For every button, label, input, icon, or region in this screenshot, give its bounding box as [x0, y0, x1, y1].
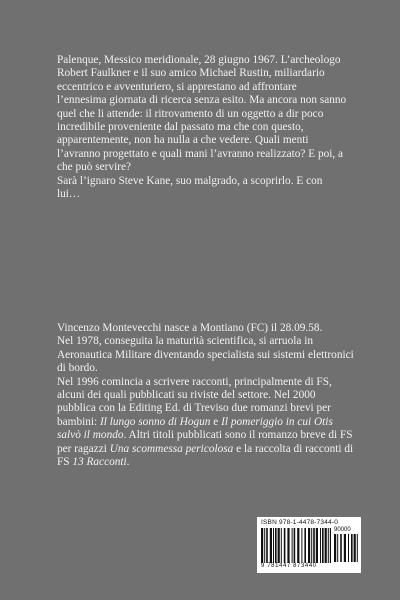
bio-text: e la raccolta di racconti di FS [57, 442, 354, 469]
author-bio-works [57, 376, 357, 470]
isbn-label: ISBN 978-1-4478-7344-0 [261, 519, 339, 526]
barcode-stripe [328, 528, 329, 563]
barcode-stripe [278, 528, 280, 563]
barcode-stripe [322, 528, 324, 563]
book-title: Il lungo sonno di Hogun [100, 415, 211, 428]
barcode-stripe [292, 528, 293, 563]
barcode-stripe [311, 528, 312, 563]
barcode-stripe [273, 528, 274, 563]
barcode-stripe [348, 534, 349, 562]
barcode-stripe [330, 528, 331, 563]
barcode-stripe [261, 528, 263, 563]
bio-text: e [210, 415, 222, 428]
barcode-stripe [284, 528, 286, 563]
barcode-stripe [287, 528, 289, 563]
barcode-stripe [313, 528, 315, 563]
barcode-stripe [316, 528, 318, 563]
author-bio-block [57, 322, 357, 469]
barcode-stripe [344, 534, 346, 562]
barcode-stripe [275, 528, 277, 563]
bio-text: Nel 1996 comincia a scrivere racconti, principalmente di FS, alcuni dei quali pubblicati su riviste del settore. Nel 2000 pubblica con la Editing Ed. di Treviso due romanzi brevi per bambini: [57, 375, 332, 428]
barcode-stripe [340, 534, 342, 562]
addon-price-digits: 90000 [334, 527, 351, 533]
barcode-stripe [320, 528, 321, 563]
ean-digits: 9 781447 873440 [261, 563, 317, 569]
book-title: 13 Racconti [72, 456, 127, 469]
barcode-stripe [270, 528, 272, 563]
barcode-stripe [354, 534, 356, 562]
book-title: Il pomeriggio in cui Otis salvò il mondo [57, 415, 333, 442]
barcode-stripe [281, 528, 282, 563]
synopsis-paragraph: Palenque, Messico meridionale, 28 giugno 1967. L’archeologo Robert Faulkner e il suo amico Michael Rustin, miliardario eccentrico e avventuriero, si apprestano ad affrontare l’ennesima giornata di ricerca senza esito. Ma ancora non sanno quel che li attende: il ritrovamento di un oggetto a dir poco incredibile proveniente dal passato ma che con questo, apparentemente, non ha nulla a che vedere. Quali menti l’avranno progettato e quali mani l’avranno realizzato? E poi, a che può servire? [57, 54, 347, 174]
barcode-stripe [304, 528, 306, 563]
synopsis-closing-line: Sarà l’ignaro Steve Kane, suo malgrado, a scoprirlo. E con lui… [57, 174, 323, 201]
bio-text: . [126, 456, 130, 469]
bio-text: . Altri titoli pubblicati sono il romanzo breve di FS per ragazzi [57, 429, 353, 455]
synopsis-block [57, 54, 347, 201]
barcode-stripe [266, 528, 268, 563]
author-bio-birth: Vincenzo Montevecchi nasce a Montiano (FC) il 28.09.58. [57, 322, 323, 334]
isbn-barcode [257, 517, 361, 573]
barcode-stripe [337, 534, 338, 562]
author-bio-career: Nel 1978, conseguita la maturità scientifica, si arruola in Aeronautica Militare diventando specialista sui sistemi elettronici di bordo. [57, 335, 354, 375]
addon-barcode-bars [334, 534, 358, 562]
barcode-stripe [334, 534, 336, 562]
barcode-stripe [294, 528, 296, 563]
book-title: Una scommessa pericolosa [109, 442, 234, 455]
barcode-stripe [325, 528, 327, 563]
barcode-stripe [264, 528, 265, 563]
barcode-stripe [297, 528, 299, 563]
barcode-bars [261, 528, 331, 563]
barcode-stripe [308, 528, 310, 563]
barcode-stripe [351, 534, 353, 562]
barcode-stripe [357, 534, 358, 562]
barcode-stripe [301, 528, 302, 563]
